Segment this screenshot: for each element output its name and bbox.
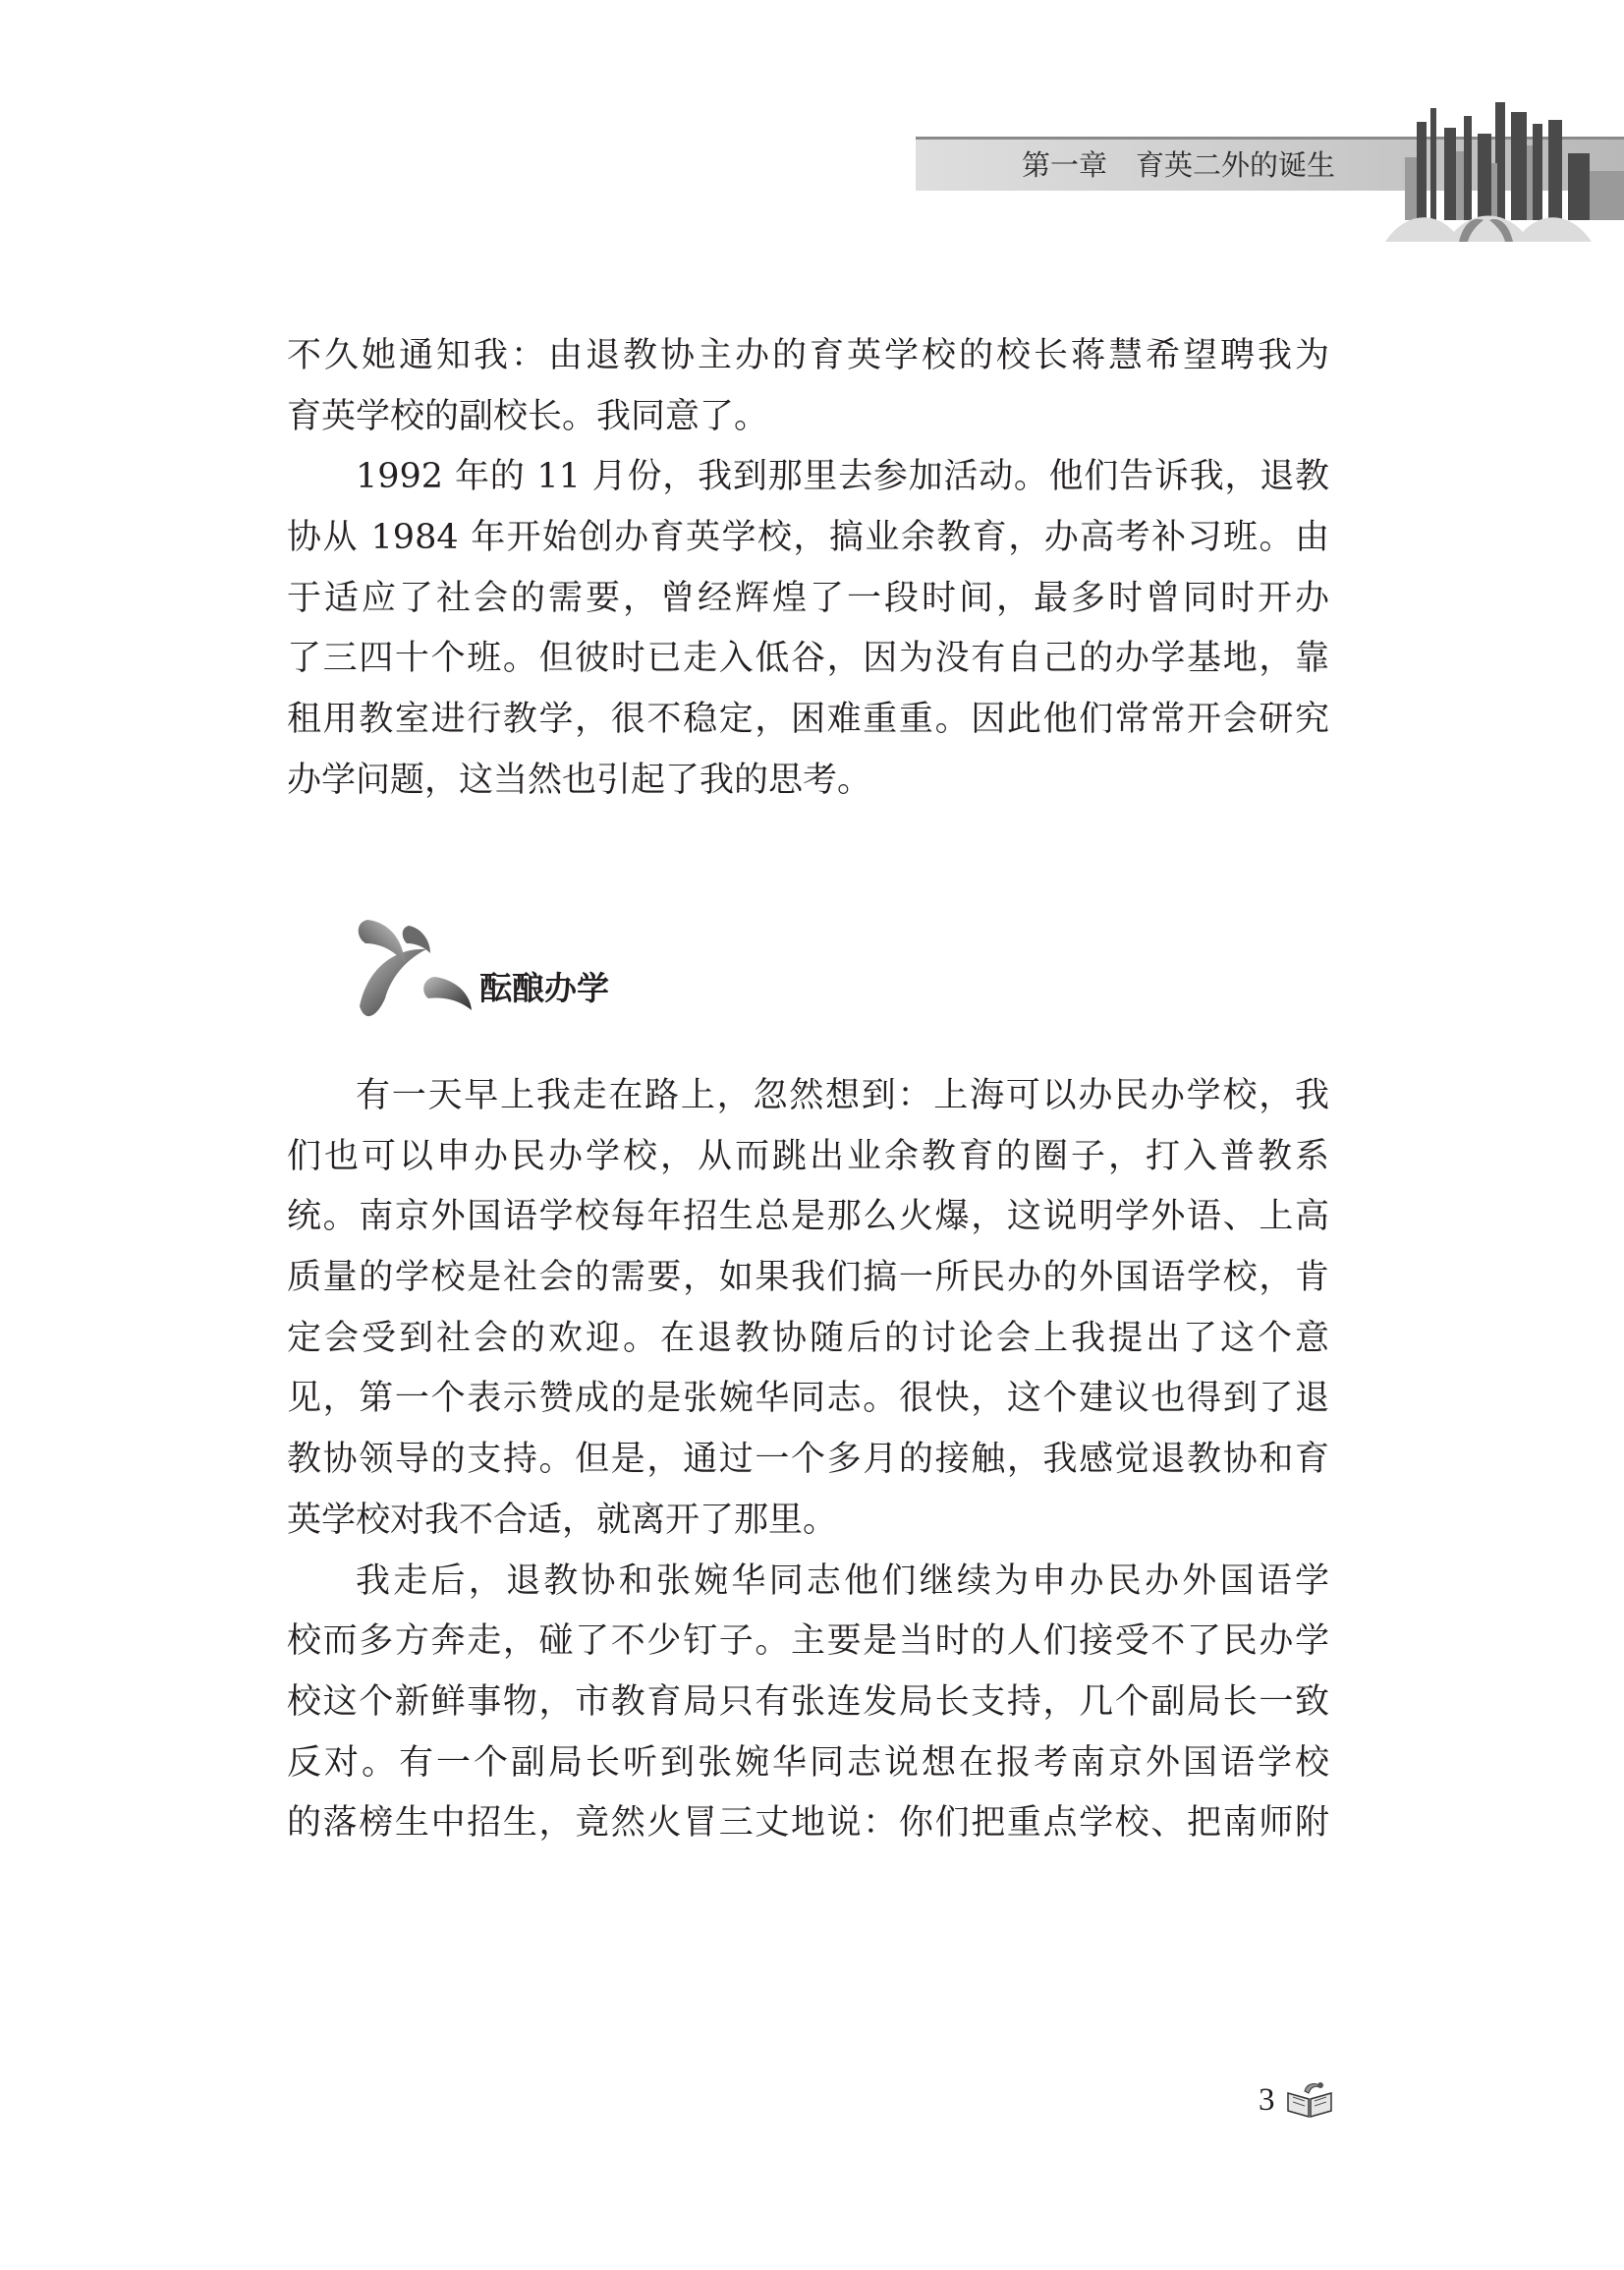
paragraph-line: 质量的学校是社会的需要，如果我们搞一所民办的外国语学校，肯: [287, 1258, 1329, 1298]
swirl-petal-icon: [348, 908, 476, 1031]
paragraph-line: 不久她通知我：由退教协主办的育英学校的校长蒋慧希望聘我为: [287, 336, 1329, 375]
paragraph-line: 反对。有一个副局长听到张婉华同志说想在报考南京外国语学校: [287, 1742, 1329, 1783]
paragraph-line: 协从 1984 年开始创办育英学校，搞业余教育，办高考补习班。由: [287, 518, 1329, 558]
body-text-top: [287, 326, 1329, 812]
city-skyline-icon: [1366, 94, 1624, 242]
paragraph-line: 校而多方奔走，碰了不少钉子。主要是当时的人们接受不了民办学: [287, 1621, 1329, 1662]
paragraph-line: 有一天早上我走在路上，忽然想到：上海可以办民办学校，我: [356, 1076, 1329, 1115]
page-number: 3: [1259, 2082, 1275, 2118]
paragraph-line: 了三四十个班。但彼时已走入低谷，因为没有自己的办学基地，靠: [287, 639, 1329, 679]
running-header-title: 第一章 育英二外的诞生: [1022, 148, 1336, 182]
paragraph-line: 们也可以申办民办学校，从而跳出业余教育的圈子，打入普教系: [287, 1136, 1329, 1176]
paragraph-line: 定会受到社会的欢迎。在退教协随后的讨论会上我提出了这个意: [287, 1318, 1329, 1358]
section-title: 酝酿办学: [479, 969, 609, 1007]
paragraph-line: 租用教室进行教学，很不稳定，困难重重。因此他们常常开会研究: [287, 700, 1329, 740]
paragraph-line: 于适应了社会的需要，曾经辉煌了一段时间，最多时曾同时开办: [287, 578, 1329, 618]
paragraph-line: 统。南京外国语学校每年招生总是那么火爆，这说明学外语、上高: [287, 1197, 1329, 1237]
body-text-bottom: [287, 1066, 1329, 1854]
paragraph-line: 校这个新鲜事物，市教育局只有张连发局长支持，几个副局长一致: [287, 1681, 1329, 1722]
paragraph-line: 见，第一个表示赞成的是张婉华同志。很快，这个建议也得到了退: [287, 1379, 1329, 1419]
paragraph-line: 育英学校的副校长。我同意了。: [287, 396, 769, 436]
open-book-icon: [1285, 2079, 1334, 2119]
paragraph-line: 我走后，退教协和张婉华同志他们继续为申办民办外国语学: [356, 1561, 1329, 1601]
paragraph-line: 1992 年的 11 月份，我到那里去参加活动。他们告诉我，退教: [356, 457, 1329, 497]
paragraph-line: 英学校对我不合适，就离开了那里。: [287, 1500, 838, 1540]
paragraph-line: 教协领导的支持。但是，通过一个多月的接触，我感觉退教协和育: [287, 1440, 1329, 1480]
paragraph-line: 办学问题，这当然也引起了我的思考。: [287, 760, 872, 800]
paragraph-line: 的落榜生中招生，竟然火冒三丈地说：你们把重点学校、把南师附: [287, 1803, 1329, 1844]
